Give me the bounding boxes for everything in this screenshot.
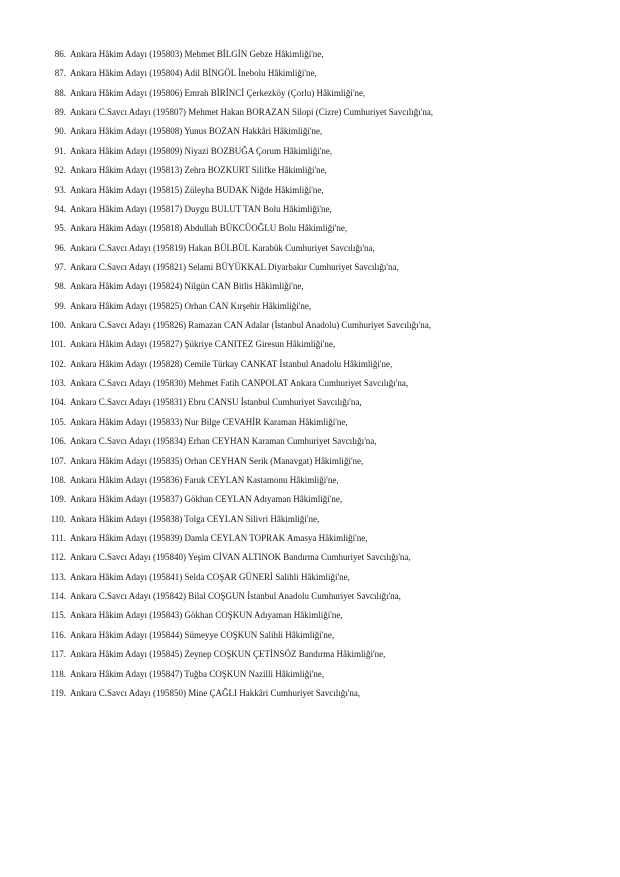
list-item-text: Ankara Hâkim Adayı (195836) Faruk CEYLAN Kastamonu Hâkimliği'ne, [70,474,339,485]
list-item [46,393,606,412]
list-item-number: 104. [50,397,66,408]
list-item [46,219,606,238]
list-item [46,316,606,335]
list-item-text: Ankara Hâkim Adayı (195804) Adil BİNGÖL İnebolu Hâkimliği'ne, [70,68,317,79]
list-item-text: Ankara Hâkim Adayı (195833) Nur Bilge CEVAHİR Karaman Hâkimliği'ne, [70,416,348,427]
list-item-text: Ankara C.Savcı Adayı (195826) Ramazan CAN Adalar (İstanbul Anadolu) Cumhuriyet Savcılığı'na, [70,320,432,331]
list-item [46,277,606,296]
list-item-text: Ankara C.Savcı Adayı (195840) Yeşim CİVAN ALTINOK Bandırma Cumhuriyet Savcılığı'na, [70,552,411,563]
list-item-number: 96. [54,242,66,253]
list-item-number: 91. [54,145,66,156]
list-item [46,548,606,567]
list-item-number: 106. [50,436,66,447]
list-item-text: Ankara C.Savcı Adayı (195830) Mehmet Fatih CANPOLAT Ankara Cumhuriyet Savcılığı'na, [70,378,409,389]
list-item-number: 109. [50,494,66,505]
list-item-text: Ankara Hâkim Adayı (195837) Gökhan CEYLAN Adıyaman Hâkimliği'ne, [70,494,343,505]
list-item-number: 90. [54,126,66,137]
list-item [46,684,606,703]
list-item-text: Ankara Hâkim Adayı (195824) Nilgün CAN Bitlis Hâkimliği'ne, [70,281,304,292]
list-item [46,84,606,103]
list-item [46,200,606,219]
list-item-number: 98. [54,281,66,292]
list-item-text: Ankara Hâkim Adayı (195817) Duygu BULUT TAN Bolu Hâkimliği'ne, [70,203,332,214]
list-item [46,529,606,548]
list-item [46,239,606,258]
list-item-number: 112. [50,552,66,563]
list-item-number: 99. [54,300,66,311]
list-item-number: 111. [50,532,66,543]
list-item-text: Ankara Hâkim Adayı (195806) Emrah BİRİNCİ Çerkezköy (Çorlu) Hâkimliği'ne, [70,87,366,98]
list-item [46,490,606,509]
list-item-text: Ankara Hâkim Adayı (195803) Mehmet BİLGİN Gebze Hâkimliği'ne, [70,49,324,59]
list-item-text: Ankara Hâkim Adayı (195839) Damla CEYLAN TOPRAK Amasya Hâkimliği'ne, [70,532,368,543]
list-item [46,665,606,684]
list-item [46,626,606,645]
list-item-text: Ankara Hâkim Adayı (195843) Gökhan COŞKUN Adıyaman Hâkimliği'ne, [70,610,343,621]
list-item-text: Ankara C.Savcı Adayı (195842) Bilal COŞGUN İstanbul Anadolu Cumhuriyet Savcılığı'na, [70,591,401,602]
list-item-number: 117. [50,649,66,660]
list-item-text: Ankara Hâkim Adayı (195825) Orhan CAN Kırşehir Hâkimliği'ne, [70,300,312,311]
list-item-number: 89. [54,107,66,118]
list-item-number: 116. [50,629,66,640]
list-item [46,568,606,587]
list-item-text: Ankara Hâkim Adayı (195847) Tuğba COŞKUN Nazilli Hâkimliği'ne, [70,668,325,679]
list-item-number: 88. [54,87,66,98]
list-item [46,64,606,83]
list-item [46,432,606,451]
list-item [46,606,606,625]
list-item-text: Ankara C.Savcı Adayı (195807) Mehmet Hakan BORAZAN Silopi (Cizre) Cumhuriyet Savcılığı'na, [70,107,434,118]
list-item-text: Ankara C.Savcı Adayı (195831) Ebru CANSU İstanbul Cumhuriyet Savcılığı'na, [70,397,362,408]
list-item-number: 110. [50,513,66,524]
list-item [46,452,606,471]
list-item-text: Ankara Hâkim Adayı (195844) Sümeyye COŞKUN Salihli Hâkimliği'ne, [70,629,335,640]
list-item-text: Ankara C.Savcı Adayı (195819) Hakan BÜLBÜL Karabük Cumhuriyet Savcılığı'na, [70,242,375,253]
list-item-number: 94. [54,203,66,214]
list-item-number: 118. [50,668,66,679]
list-item-text: Ankara Hâkim Adayı (195828) Cemile Türkay CANKAT İstanbul Anadolu Hâkimliği'ne, [70,358,393,369]
list-item [46,122,606,141]
list-item [46,374,606,393]
list-item [46,510,606,529]
list-item-number: 105. [50,416,66,427]
list-item-number: 92. [54,165,66,176]
list-item-number: 93. [54,184,66,195]
list-item-number: 115. [50,610,66,621]
list-item-text: Ankara C.Savcı Adayı (195834) Erhan CEYHAN Karaman Cumhuriyet Savcılığı'na, [70,436,377,447]
list-item-number: 102. [50,358,66,369]
list-item [46,103,606,122]
list-item-text: Ankara Hâkim Adayı (195809) Niyazi BOZBUĞA Çorum Hâkimliği'ne, [70,145,333,156]
list-item [46,142,606,161]
list-item [46,587,606,606]
list-item-number: 97. [54,261,66,272]
list-item-text: Ankara Hâkim Adayı (195827) Şükriye CANITEZ Giresun Hâkimliği'ne, [70,339,336,350]
list-item-text: Ankara Hâkim Adayı (195841) Selda COŞAR GÜNERİ Salihli Hâkimliği'ne, [70,571,350,582]
list-item-text: Ankara Hâkim Adayı (195845) Zeynep COŞKUN ÇETİNSÖZ Bandırma Hâkimliği'ne, [70,649,386,660]
list-item-number: 108. [50,474,66,485]
list-item [46,181,606,200]
list-item-text: Ankara Hâkim Adayı (195835) Orhan CEYHAN Serik (Manavgat) Hâkimliği'ne, [70,455,364,466]
list-item [46,355,606,374]
list-item-text: Ankara Hâkim Adayı (195818) Abdullah BÜKCÜOĞLU Bolu Hâkimliği'ne, [70,223,348,234]
list-item [46,335,606,354]
list-item-number: 114. [50,591,66,602]
list-item-text: Ankara C.Savcı Adayı (195821) Selami BÜYÜKKAL Diyarbakır Cumhuriyet Savcılığı'na, [70,261,399,272]
list-item [46,161,606,180]
list-item [46,258,606,277]
list-item-text: Ankara Hâkim Adayı (195815) Züleyha BUDAK Niğde Hâkimliği'ne, [70,184,324,195]
list-item-number: 107. [50,455,66,466]
list-item [46,45,606,64]
list-item-text: Ankara C.Savcı Adayı (195850) Mine ÇAĞLI Hakkâri Cumhuriyet Savcılığı'na, [70,687,361,698]
list-item-number: 113. [50,571,66,582]
list-item [46,297,606,316]
list-item-number: 119. [50,687,66,698]
list-item-number: 87. [54,68,66,79]
list-item-text: Ankara Hâkim Adayı (195808) Yunus BOZAN Hakkâri Hâkimliği'ne, [70,126,323,137]
list-item-text: Ankara Hâkim Adayı (195838) Tolga CEYLAN Silivri Hâkimliği'ne, [70,513,320,524]
list-item [46,413,606,432]
list-item-number: 95. [54,223,66,234]
list-item [46,645,606,664]
list-item-text: Ankara Hâkim Adayı (195813) Zehra BOZKURT Silifke Hâkimliği'ne, [70,165,327,176]
list-item [46,471,606,490]
list-item-number: 101. [50,339,66,350]
list-item-number: 86. [54,49,66,59]
list-item-number: 103. [50,378,66,389]
list-item-number: 100. [50,320,66,331]
appointment-list [46,45,606,703]
